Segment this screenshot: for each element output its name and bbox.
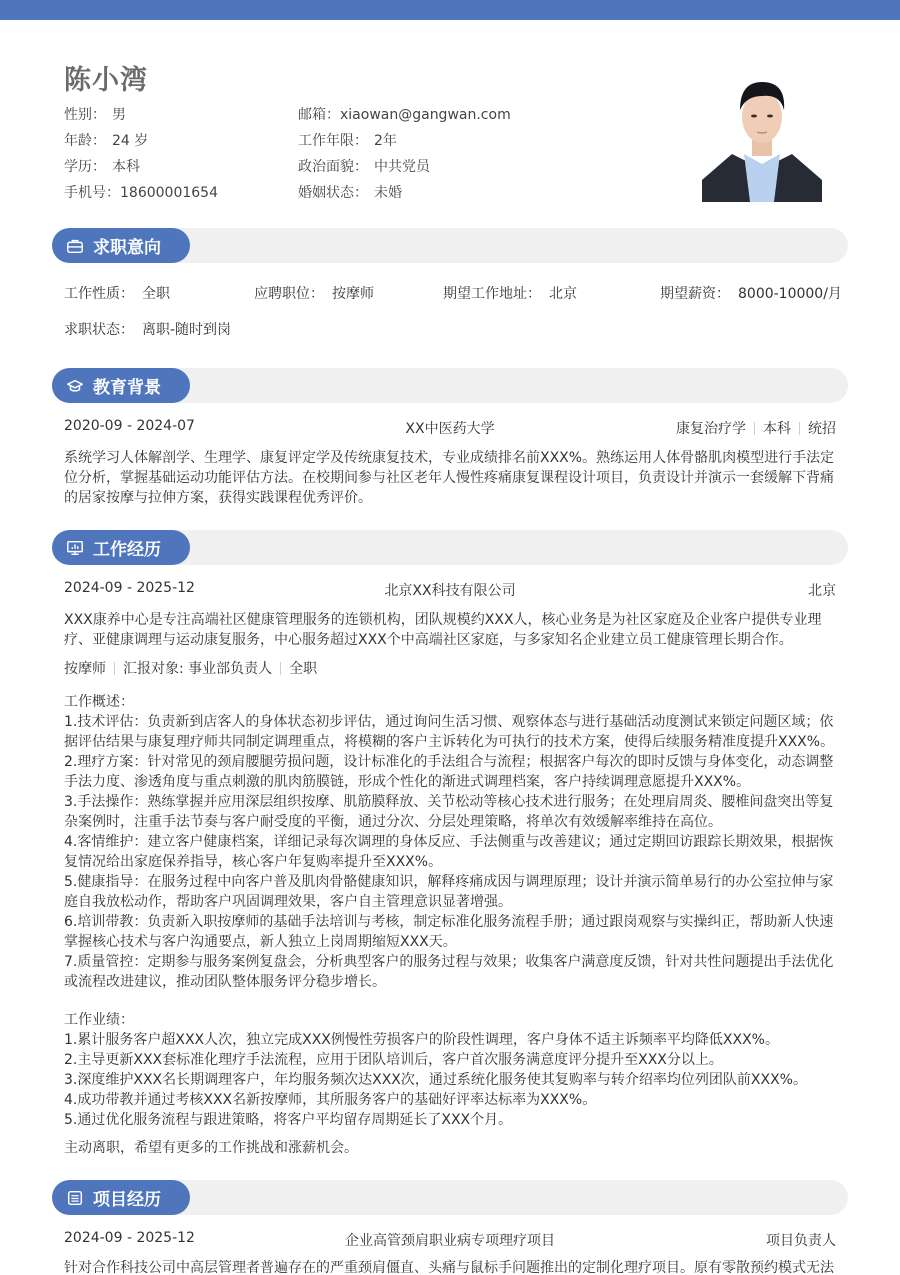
field-value: 8000-10000/月 [738, 286, 842, 302]
education-degree: 本科 [763, 421, 791, 437]
info-value: 本科 [112, 159, 140, 175]
info-label: 学历： [64, 159, 106, 175]
work-date: 2024-09 - 2025-12 [64, 580, 195, 596]
work-overview [64, 692, 839, 992]
info-label: 婚姻状态： [298, 185, 368, 201]
achievement-item: 2.主导更新XXX套标准化理疗手法流程，应用于团队培训后，客户首次服务满意度评分提升至XXX分以上。 [64, 1052, 723, 1068]
education-school: XX中医药大学 [405, 421, 495, 437]
section-title: 工作经历 [93, 540, 161, 560]
graduation-cap-icon [66, 377, 84, 395]
overview-item: 1.技术评估：负责新到店客人的身体状态初步评估，通过询问生活习惯、观察体态与进行基础活动度测试来锁定问题区域；依据评估结果与康复理疗师共同制定调理重点，将模糊的客户主诉转化为可执行的技术方案，使得后续服务精准度提升XXX%。 [64, 714, 835, 750]
email-link[interactable]: xiaowan@gangwan.com [340, 107, 511, 123]
field-label: 应聘职位： [254, 286, 324, 302]
leave-reason: 主动离职，希望有更多的工作挑战和涨薪机会。 [64, 1140, 358, 1156]
field-label: 求职状态： [64, 322, 134, 338]
info-education [64, 154, 140, 180]
education-date: 2020-09 - 2024-07 [64, 418, 195, 434]
presentation-chart-icon [66, 539, 84, 557]
project-description: 针对合作科技公司中高层管理者普遍存在的严重颈肩僵直、头痛与鼠标手问题推出的定制化理疗项目。原有零散预约模式无法 [64, 1260, 834, 1275]
overview-item: 7.质量管控：定期参与服务案例复盘会，分析典型客户的服务过程与效果；收集客户满意度反馈，针对共性问题提出手法优化或流程改进建议，推动团队整体服务评分稳步增长。 [64, 954, 834, 990]
section-header-intent [52, 228, 848, 263]
info-label: 政治面貌： [298, 159, 368, 175]
info-phone [64, 180, 218, 206]
briefcase-icon [66, 237, 84, 255]
top-accent-bar [0, 0, 900, 20]
achievement-item: 5.通过优化服务流程与跟进策略，将客户平均留存周期延长了XXX个月。 [64, 1112, 513, 1128]
intent-position [254, 283, 434, 303]
intent-job-type [64, 283, 244, 303]
work-job-type: 全职 [289, 661, 318, 677]
divider [799, 422, 800, 435]
education-row [64, 418, 836, 438]
info-value: 中共党员 [374, 159, 430, 175]
field-label: 工作性质： [64, 286, 134, 302]
info-political [298, 154, 430, 180]
work-achievements [64, 1010, 839, 1130]
info-label: 年龄： [64, 133, 106, 149]
info-label: 工作年限： [298, 133, 368, 149]
info-value: 未婚 [374, 185, 402, 201]
company-description: XXX康养中心是专注高端社区健康管理服务的连锁机构，团队规模约XXX人，核心业务是为社区家庭及企业客户提供专业理疗、亚健康调理与运动康复服务，中心服务超过XXX个中高端社区家庭，与多家知名企业建立员工健康管理长期合作。 [64, 612, 822, 648]
achievement-item: 4.成功带教并通过考核XXX名新按摩师，其所服务客户的基础好评率达标率为XXX%。 [64, 1092, 597, 1108]
field-value: 按摩师 [332, 286, 374, 302]
divider [114, 662, 115, 675]
section-pill [52, 228, 190, 263]
section-pill [52, 530, 190, 565]
section-pill [52, 368, 190, 403]
education-description: 系统学习人体解剖学、生理学、康复评定学及传统康复技术，专业成绩排名前XXX%。熟练运用人体骨骼肌肉模型进行手法定位分析，掌握基础运动功能评估方法。在校期间参与社区老年人慢性疼痛康复课程设计项目，负责设计并演示一套缓解下背痛的居家按摩与拉伸方案，获得实践课程优秀评价。 [64, 450, 835, 506]
work-row [64, 580, 836, 600]
section-header-project [52, 1180, 848, 1215]
section-header-education [52, 368, 848, 403]
education-major: 康复治疗学 [676, 421, 746, 437]
overview-item: 5.健康指导：在服务过程中向客户普及肌肉骨骼健康知识，解释疼痛成因与调理原理；设计并演示简单易行的办公室拉伸与家庭自我放松动作，帮助客户巩固调理效果，客户自主管理意识显著增强。 [64, 874, 834, 910]
overview-item: 6.培训带教：负责新入职按摩师的基础手法培训与考核，制定标准化服务流程手册；通过跟岗观察与实操纠正，帮助新人快速掌握核心技术与客户沟通要点，新人独立上岗周期缩短XXX天。 [64, 914, 834, 950]
info-work-years [298, 128, 397, 154]
candidate-name: 陈小湾 [64, 65, 148, 96]
info-value: 2年 [374, 133, 397, 149]
achievements-title: 工作业绩： [64, 1012, 134, 1028]
intent-status [64, 319, 284, 339]
project-role: 项目负责人 [766, 1233, 836, 1249]
work-position: 按摩师 [64, 661, 106, 677]
work-tags [64, 658, 836, 678]
field-label: 期望薪资： [660, 286, 730, 302]
project-row [64, 1230, 836, 1250]
intent-location [443, 283, 643, 303]
field-label: 期望工作地址： [443, 286, 541, 302]
section-title: 项目经历 [93, 1190, 161, 1210]
list-document-icon [66, 1189, 84, 1207]
field-value: 全职 [142, 286, 170, 302]
project-name: 企业高管颈肩职业病专项理疗项目 [345, 1233, 555, 1249]
intent-salary [660, 283, 840, 303]
info-age [64, 128, 148, 154]
achievement-item: 1.累计服务客户超XXX人次，独立完成XXX例慢性劳损客户的阶段性调理，客户身体不适主诉频率平均降低XXX%。 [64, 1032, 779, 1048]
section-pill [52, 1180, 190, 1215]
project-date: 2024-09 - 2025-12 [64, 1230, 195, 1246]
info-label: 邮箱： [298, 107, 340, 123]
overview-item: 3.手法操作：熟练掌握并应用深层组织按摩、肌筋膜释放、关节松动等核心技术进行服务；在处理肩周炎、腰椎间盘突出等复杂案例时，注重手法节奏与客户耐受度的平衡，通过分次、分层处理策略，将单次有效缓解率维持在高位。 [64, 794, 834, 830]
education-type: 统招 [808, 421, 836, 437]
work-report-to: 汇报对象: 事业部负责人 [123, 661, 273, 677]
work-city: 北京 [808, 583, 836, 599]
info-value: 男 [112, 107, 126, 123]
info-label: 手机号： [64, 185, 120, 201]
info-value: 24 岁 [112, 133, 149, 149]
section-title: 求职意向 [93, 238, 161, 258]
overview-item: 2.理疗方案：针对常见的颈肩腰腿劳损问题，设计标准化的手法组合与流程；根据客户每次的即时反馈与身体变化，动态调整手法力度、渗透角度与重点刺激的肌肉筋膜链，形成个性化的渐进式调理档案，客户持续调理意愿提升XXX%。 [64, 754, 834, 790]
work-company: 北京XX科技有限公司 [384, 583, 516, 599]
info-value: 18600001654 [120, 185, 218, 201]
profile-photo [702, 72, 822, 202]
field-value: 北京 [549, 286, 577, 302]
education-meta [676, 418, 836, 438]
info-gender [64, 102, 126, 128]
divider [754, 422, 755, 435]
field-value: 离职-随时到岗 [142, 322, 232, 338]
overview-item: 4.客情维护：建立客户健康档案，详细记录每次调理的身体反应、手法侧重与改善建议；通过定期回访跟踪长期效果，根据恢复情况给出家庭保养指导，核心客户年复购率提升至XXX%。 [64, 834, 834, 870]
section-title: 教育背景 [93, 378, 161, 398]
info-email [298, 102, 511, 128]
info-marital [298, 180, 402, 206]
info-label: 性别： [64, 107, 106, 123]
section-header-work [52, 530, 848, 565]
divider [280, 662, 281, 675]
overview-title: 工作概述： [64, 694, 134, 710]
achievement-item: 3.深度维护XXX名长期调理客户，年均服务频次达XXX次，通过系统化服务使其复购率与转介绍率均位列团队前XXX%。 [64, 1072, 807, 1088]
